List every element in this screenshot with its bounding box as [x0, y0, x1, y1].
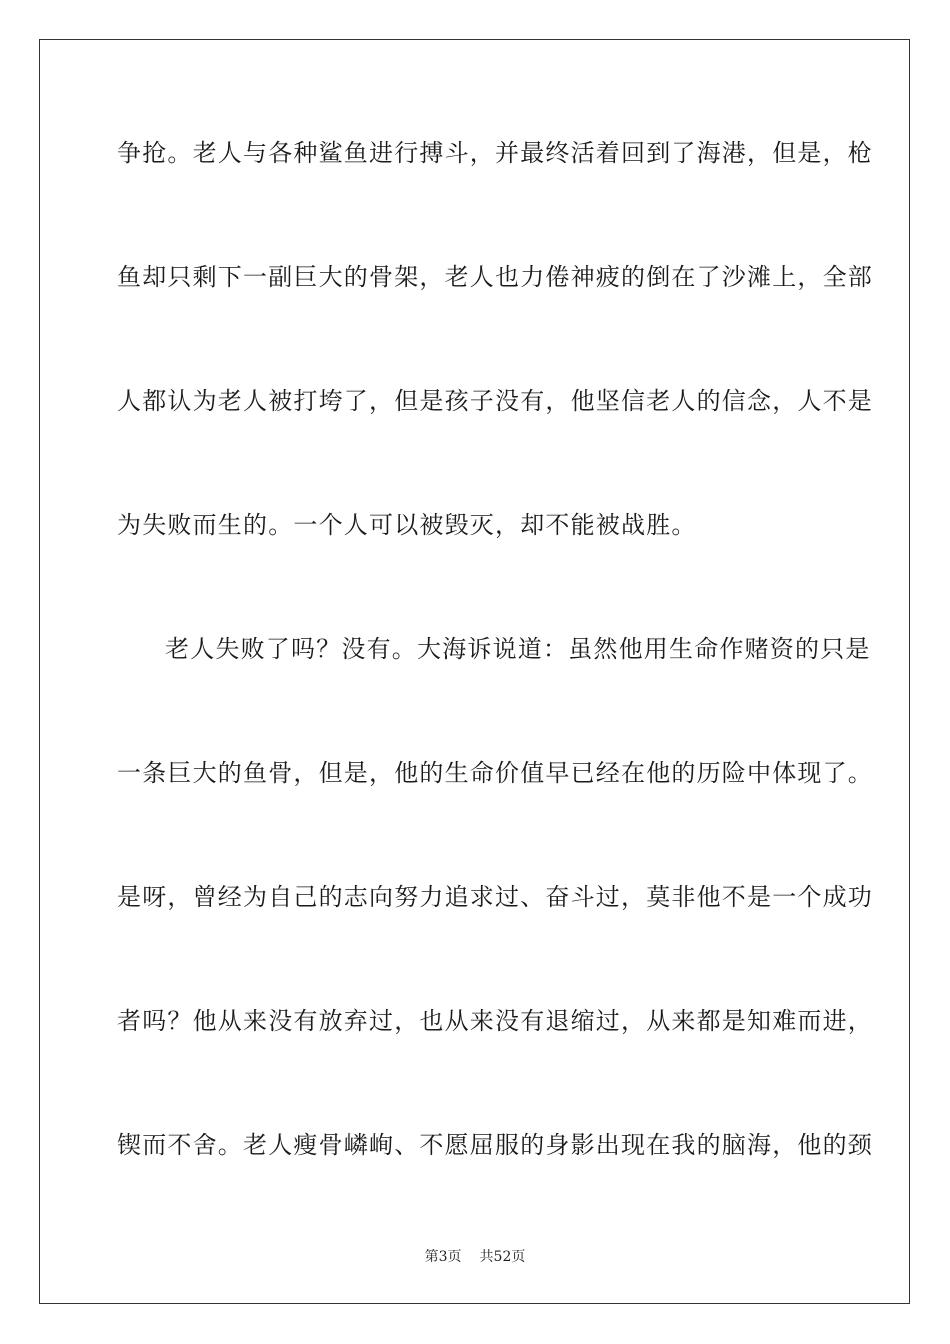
page-total: 共52页 — [479, 1249, 526, 1265]
text-line-8: 者吗？他从来没有放弃过，也从来没有退缩过，从来都是知难而进， — [117, 1007, 873, 1035]
text-line-4: 为失败而生的。一个人可以被毁灭，却不能被战胜。 — [117, 511, 697, 539]
text-line-3: 人都认为老人被打垮了，但是孩子没有，他坚信老人的信念，人不是 — [117, 387, 873, 415]
page-footer — [0, 1248, 950, 1266]
page-border — [39, 39, 910, 1304]
text-line-6: 一条巨大的鱼骨，但是，他的生命价值早已经在他的历险中体现了。 — [117, 759, 873, 787]
text-line-2: 鱼却只剩下一副巨大的骨架，老人也力倦神疲的倒在了沙滩上，全部 — [117, 263, 873, 291]
page-number: 第3页 — [424, 1249, 462, 1265]
text-line-7: 是呀，曾经为自己的志向努力追求过、奋斗过，莫非他不是一个成功 — [117, 883, 873, 911]
text-line-1: 争抢。老人与各种鲨鱼进行搏斗，并最终活着回到了海港，但是，枪 — [117, 139, 873, 167]
text-line-5: 老人失败了吗？没有。大海诉说道：虽然他用生命作赌资的只是 — [165, 635, 871, 663]
text-line-9: 锲而不舍。老人瘦骨嶙峋、不愿屈服的身影出现在我的脑海，他的颈 — [117, 1131, 873, 1159]
